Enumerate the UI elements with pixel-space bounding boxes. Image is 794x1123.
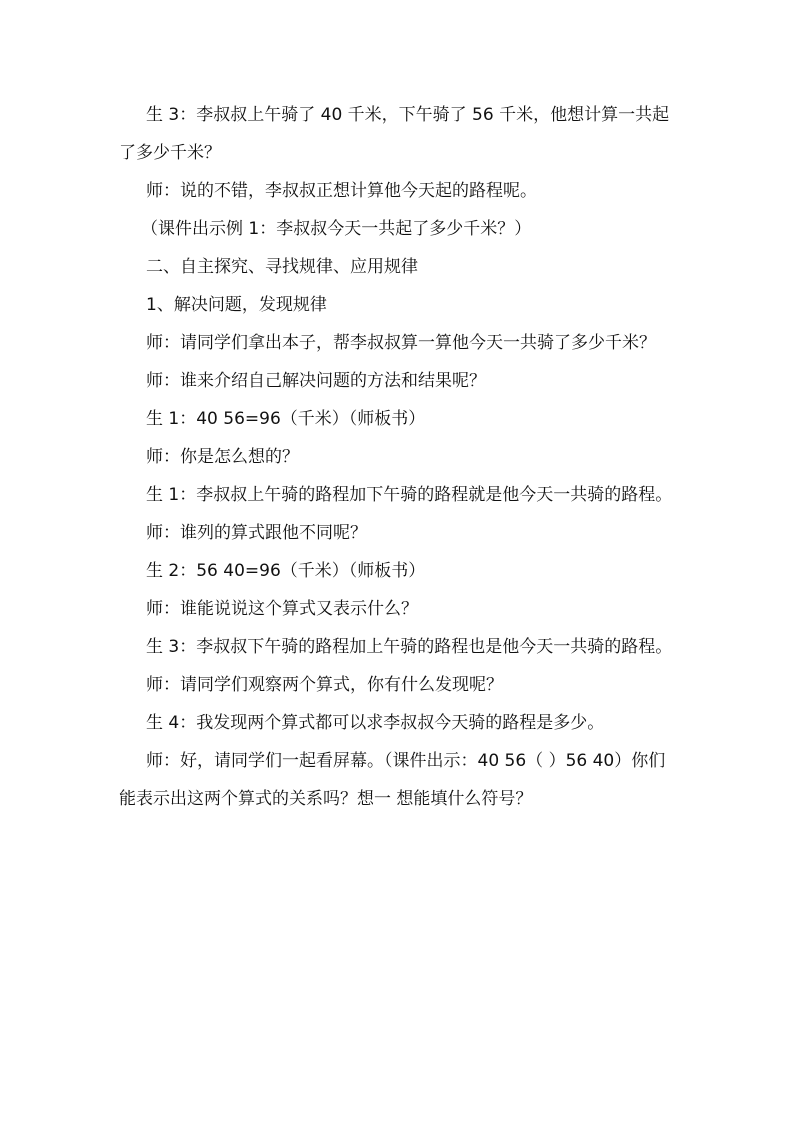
paragraph-student1-equation: 生 1：40 56=96（千米）（师板书）	[146, 409, 426, 429]
paragraph-student4-finding: 生 4：我发现两个算式都可以求李叔叔今天骑的路程是多少。	[146, 713, 605, 733]
paragraph-teacher-ask-method: 师：谁来介绍自己解决问题的方法和结果呢？	[146, 371, 486, 391]
paragraph-teacher-ask-meaning: 师：谁能说说这个算式又表示什么？	[146, 599, 418, 619]
paragraph-teacher-response: 师：说的不错，李叔叔正想计算他今天起的路程呢。	[146, 181, 537, 201]
paragraph-teacher-ask-different: 师：谁列的算式跟他不同呢？	[146, 523, 367, 543]
paragraph-student3-explanation: 生 3：李叔叔下午骑的路程加上午骑的路程也是他今天一共骑的路程。	[146, 637, 673, 657]
subsection-heading: 1、解决问题，发现规律	[146, 295, 327, 315]
paragraph-student3-question: 生 3：李叔叔上午骑了 40 千米，下午骑了 56 千米，他想计算一共起了多少千米？	[119, 105, 670, 163]
paragraph-teacher-observe: 师：请同学们观察两个算式，你有什么发现呢？	[146, 675, 503, 695]
paragraph-student1-explanation: 生 1：李叔叔上午骑的路程加下午骑的路程就是他今天一共骑的路程。	[146, 485, 673, 505]
paragraph-teacher-screen: 师：好，请同学们一起看屏幕。（课件出示：40 56（ ）56 40）你们能表示出这两个算式的关系吗？想一 想能填什么符号？	[119, 751, 666, 809]
paragraph-teacher-task: 师：请同学们拿出本子，帮李叔叔算一算他今天一共骑了多少千米？	[146, 333, 656, 353]
document-body	[119, 96, 679, 818]
paragraph-courseware-example: （课件出示例 1：李叔叔今天一共起了多少千米？）	[141, 219, 532, 239]
section-heading: 二、自主探究、寻找规律、应用规律	[146, 257, 418, 277]
paragraph-student2-equation: 生 2：56 40=96（千米）（师板书）	[146, 561, 426, 581]
paragraph-teacher-ask-thinking: 师：你是怎么想的？	[146, 447, 299, 467]
